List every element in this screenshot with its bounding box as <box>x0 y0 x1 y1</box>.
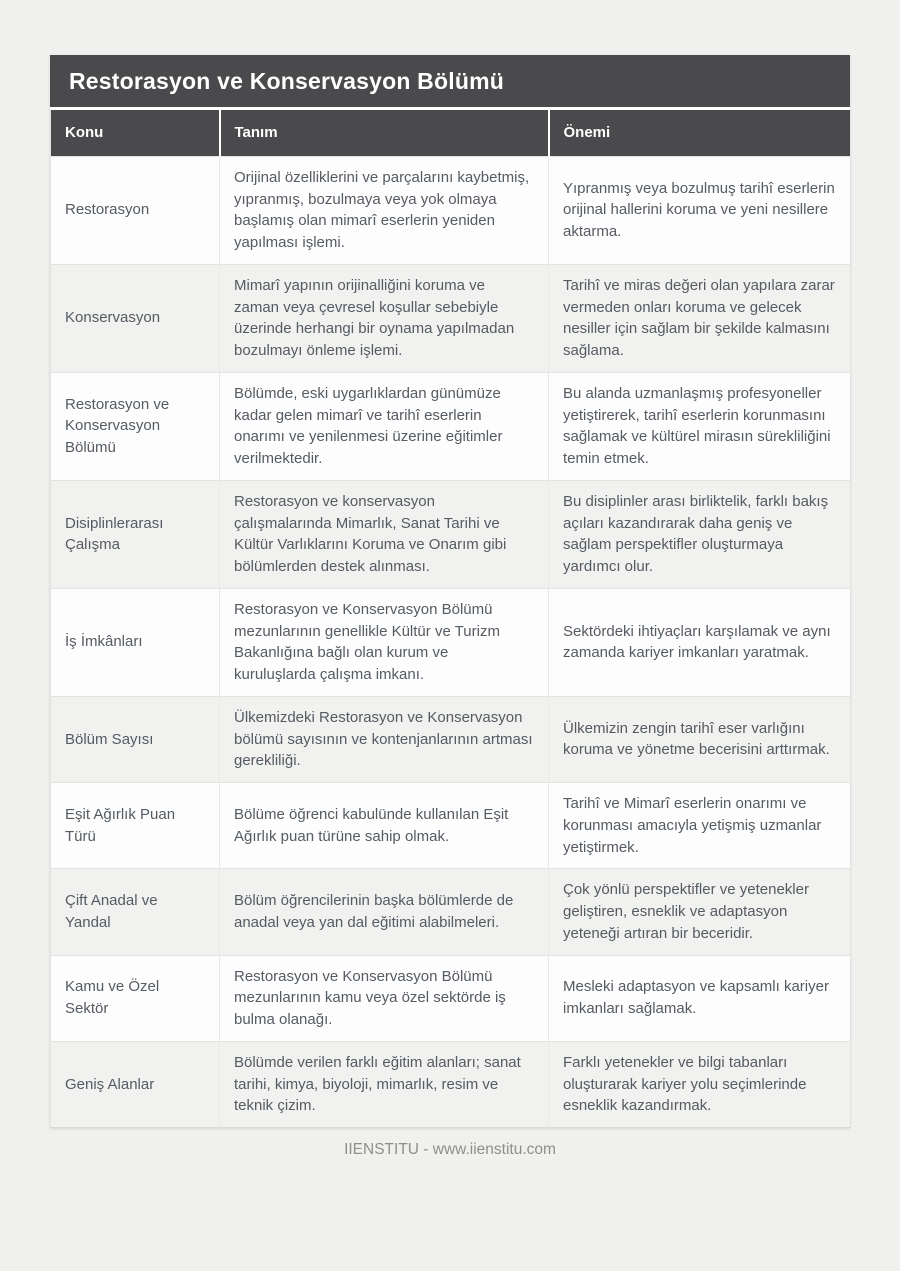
table-row <box>51 480 851 588</box>
onemi-cell: Bu disiplinler arası birliktelik, farklı bakış açıları kazandırarak daha geniş ve sağlam perspektifler oluşturmaya yardımcı olur. <box>549 480 851 588</box>
column-header-konu: Konu <box>51 110 220 156</box>
tanim-cell: Orijinal özelliklerini ve parçalarını kaybetmiş, yıpranmış, bozulmaya veya yok olmaya başlamış olan mimarî eserlerin yeniden yapılması işlemi. <box>220 156 549 264</box>
konu-cell: Kamu ve Özel Sektör <box>51 955 220 1041</box>
table-row <box>51 156 851 264</box>
onemi-cell: Tarihî ve miras değeri olan yapılara zarar vermeden onları koruma ve gelecek nesiller için sağlam bir şekilde kalmasını sağlama. <box>549 264 851 372</box>
tanim-cell: Mimarî yapının orijinalliğini koruma ve zaman veya çevresel koşullar sebebiyle üzerinde herhangi bir oynama yapılmadan bozulmayı önleme işlemi. <box>220 264 549 372</box>
onemi-cell: Yıpranmış veya bozulmuş tarihî eserlerin orijinal hallerini koruma ve yeni nesillere aktarma. <box>549 156 851 264</box>
page-title: Restorasyon ve Konservasyon Bölümü <box>50 55 850 110</box>
table-row <box>51 869 851 955</box>
onemi-cell: Ülkemizin zengin tarihî eser varlığını koruma ve yönetme becerisini arttırmak. <box>549 696 851 782</box>
onemi-cell: Mesleki adaptasyon ve kapsamlı kariyer imkanları sağlamak. <box>549 955 851 1041</box>
tanim-cell: Restorasyon ve Konservasyon Bölümü mezunlarının kamu veya özel sektörde iş bulma olanağı. <box>220 955 549 1041</box>
konu-cell: Konservasyon <box>51 264 220 372</box>
table-row <box>51 696 851 782</box>
table-row <box>51 955 851 1041</box>
onemi-cell: Bu alanda uzmanlaşmış profesyoneller yetiştirerek, tarihî eserlerin korunmasını sağlamak ve kültürel mirasın sürekliliğini temin etmek. <box>549 372 851 480</box>
info-table <box>50 110 851 1128</box>
table-row <box>51 783 851 869</box>
table-row <box>51 1041 851 1127</box>
column-header-onemi: Önemi <box>549 110 851 156</box>
konu-cell: Restorasyon ve Konservasyon Bölümü <box>51 372 220 480</box>
onemi-cell: Sektördeki ihtiyaçları karşılamak ve aynı zamanda kariyer imkanları yaratmak. <box>549 588 851 696</box>
konu-cell: Geniş Alanlar <box>51 1041 220 1127</box>
tanim-cell: Bölümde, eski uygarlıklardan günümüze kadar gelen mimarî ve tarihî eserlerin onarımı ve yenilenmesi üzerine eğitimler verilmektedir. <box>220 372 549 480</box>
tanim-cell: Restorasyon ve Konservasyon Bölümü mezunlarının genellikle Kültür ve Turizm Bakanlığına bağlı olan kurum ve kuruluşlarda çalışma imkanı. <box>220 588 549 696</box>
onemi-cell: Tarihî ve Mimarî eserlerin onarımı ve korunması amacıyla yetişmiş uzmanlar yetiştirmek. <box>549 783 851 869</box>
konu-cell: Çift Anadal ve Yandal <box>51 869 220 955</box>
konu-cell: Eşit Ağırlık Puan Türü <box>51 783 220 869</box>
table-row <box>51 372 851 480</box>
konu-cell: Restorasyon <box>51 156 220 264</box>
header-row <box>51 110 851 156</box>
tanim-cell: Bölüm öğrencilerinin başka bölümlerde de anadal veya yan dal eğitimi alabilmeleri. <box>220 869 549 955</box>
tanim-cell: Restorasyon ve konservasyon çalışmalarında Mimarlık, Sanat Tarihi ve Kültür Varlıklarını Koruma ve Onarım gibi bölümlerden destek alınması. <box>220 480 549 588</box>
konu-cell: Disiplinlerarası Çalışma <box>51 480 220 588</box>
table-row <box>51 264 851 372</box>
table-row <box>51 588 851 696</box>
konu-cell: İş İmkânları <box>51 588 220 696</box>
column-header-tanim: Tanım <box>220 110 549 156</box>
table-card <box>50 55 850 1128</box>
onemi-cell: Farklı yetenekler ve bilgi tabanları oluşturarak kariyer yolu seçimlerinde esneklik kazandırmak. <box>549 1041 851 1127</box>
footer-text: IIENSTITU - www.iienstitu.com <box>344 1141 556 1158</box>
konu-cell: Bölüm Sayısı <box>51 696 220 782</box>
tanim-cell: Bölüme öğrenci kabulünde kullanılan Eşit Ağırlık puan türüne sahip olmak. <box>220 783 549 869</box>
tanim-cell: Bölümde verilen farklı eğitim alanları; sanat tarihi, kimya, biyoloji, mimarlık, resim ve teknik çizim. <box>220 1041 549 1127</box>
tanim-cell: Ülkemizdeki Restorasyon ve Konservasyon bölümü sayısının ve kontenjanlarının artması gerekliliği. <box>220 696 549 782</box>
onemi-cell: Çok yönlü perspektifler ve yetenekler geliştiren, esneklik ve adaptasyon yeteneği artıran bir beceridir. <box>549 869 851 955</box>
